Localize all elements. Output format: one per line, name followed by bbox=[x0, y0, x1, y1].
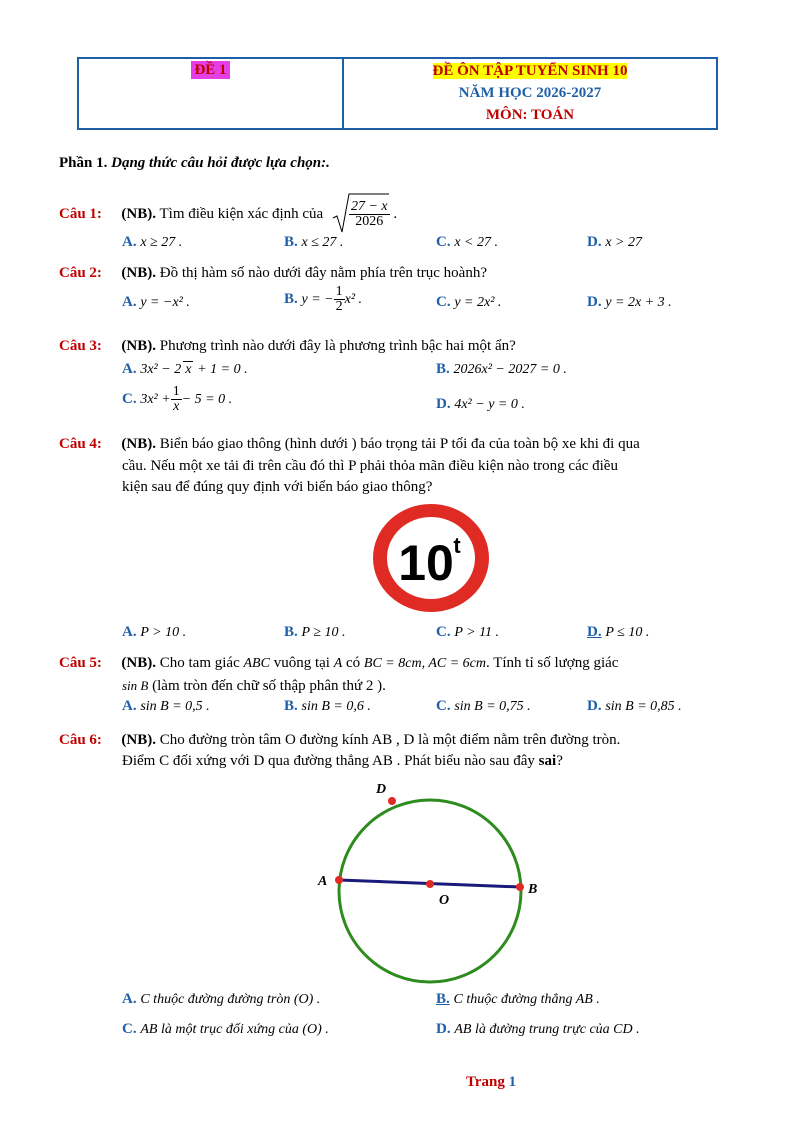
q6-option-a: A. C thuộc đường đường tròn (O) . bbox=[122, 991, 321, 1007]
option-text: sin B = 0,6 . bbox=[301, 699, 371, 714]
q4-option-a: A. P > 10 . bbox=[122, 624, 187, 640]
option-text: x > 27 bbox=[605, 235, 643, 250]
fraction-numerator: 27 − x bbox=[350, 199, 388, 214]
question-4 bbox=[59, 436, 640, 453]
q4-option-d bbox=[587, 624, 649, 641]
fraction-denominator: 2026 bbox=[355, 214, 384, 229]
part-text: Dạng thức câu hỏi được lựa chọn:. bbox=[111, 155, 330, 171]
option-text: sin B = 0,75 . bbox=[454, 699, 531, 714]
question-number: Câu 1: bbox=[59, 205, 102, 222]
option-text: y = −x² . bbox=[140, 295, 190, 310]
option-text: x < 27 . bbox=[454, 235, 499, 250]
q2-option-c: C. y = 2x² . bbox=[436, 294, 502, 310]
level-tag: (NB). bbox=[121, 655, 156, 671]
point-A bbox=[335, 876, 343, 884]
q2-option-a: A. y = −x² . bbox=[122, 294, 190, 310]
footer-label: Trang bbox=[466, 1074, 505, 1090]
level-tag: (NB). bbox=[121, 732, 156, 748]
page-number: 1 bbox=[508, 1074, 517, 1090]
label-A: A bbox=[318, 874, 328, 889]
q6-line2: Điểm C đối xứng với D qua đường thẳng AB . Phát biểu nào sau đây sai? bbox=[122, 753, 563, 769]
option-text: y = 2x² . bbox=[454, 295, 502, 310]
option-text: P > 10 . bbox=[140, 625, 187, 640]
q1-option-c: C. x < 27 . bbox=[436, 234, 499, 250]
q5-line2: sin B (làm tròn đến chữ số thập phân thứ 2 ). bbox=[122, 678, 386, 694]
exam-tag: ĐỀ 1 bbox=[191, 61, 229, 79]
option-text: P ≤ 10 . bbox=[605, 625, 650, 640]
traffic-sign-image bbox=[372, 503, 490, 613]
page-footer bbox=[466, 1074, 516, 1091]
question-number: Câu 5: bbox=[59, 655, 102, 671]
option-text: sin B = 0,85 . bbox=[605, 699, 682, 714]
point-O bbox=[426, 880, 434, 888]
q5-option-b: B. sin B = 0,6 . bbox=[284, 698, 371, 714]
question-5: Câu 5: (NB). Cho tam giác ABC vuông tại A có BC = 8cm, AC = 6cm. Tính tỉ số lượng giác bbox=[59, 655, 619, 671]
option-text: y = 2x + 3 . bbox=[605, 295, 672, 310]
q6-option-d: D. AB là đường trung trực của CD . bbox=[436, 1021, 640, 1037]
part-heading bbox=[59, 155, 330, 172]
option-text: 2026x² − 2027 = 0 . bbox=[453, 362, 567, 377]
sign-load-value: 10 bbox=[398, 535, 454, 591]
q3-option-b: B. 2026x² − 2027 = 0 . bbox=[436, 361, 567, 377]
q4-line2: cầu. Nếu một xe tải đi trên cầu đó thì P phải thỏa mãn điều kiện nào trong các điều bbox=[122, 458, 618, 474]
circle-diagram bbox=[310, 778, 550, 988]
question-2 bbox=[59, 265, 487, 282]
level-tag: (NB). bbox=[121, 436, 156, 452]
sign-unit: t bbox=[453, 533, 461, 558]
correct-answer-label: D. bbox=[587, 624, 602, 640]
q1-option-d: D. x > 27 bbox=[587, 234, 643, 250]
question-number: Câu 3: bbox=[59, 338, 102, 354]
q5-option-c: C. sin B = 0,75 . bbox=[436, 698, 531, 714]
option-text: AB là một trục đối xứng của (O) . bbox=[140, 1022, 329, 1037]
question-text: Đồ thị hàm số nào dưới đây nằm phía trên trục hoành? bbox=[159, 265, 487, 281]
option-text: x ≤ 27 . bbox=[301, 235, 344, 250]
question-text: Tìm điều kiện xác định của bbox=[159, 205, 324, 222]
option-text: C thuộc đường thẳng AB . bbox=[453, 992, 600, 1007]
label-O: O bbox=[439, 893, 450, 908]
radicand: x bbox=[185, 362, 192, 377]
header-subject: MÔN: TOÁN bbox=[485, 107, 575, 123]
header-year: NĂM HỌC 2026-2027 bbox=[458, 85, 602, 101]
question-text-line1: Cho đường tròn tâm O đường kính AB , D là một điểm nằm trên đường tròn. bbox=[159, 732, 621, 748]
keyword-false: sai bbox=[538, 753, 557, 769]
q4-option-b: B. P ≥ 10 . bbox=[284, 624, 346, 640]
q1-option-a: A. x ≥ 27 . bbox=[122, 234, 183, 250]
option-text: sin B = 0,5 . bbox=[140, 699, 210, 714]
header-left bbox=[79, 59, 344, 128]
q2-option-b: B. y = − $\frac{1}{2}$ x² . bbox=[284, 284, 363, 314]
q2-option-d: D. y = 2x + 3 . bbox=[587, 294, 672, 310]
header-box bbox=[77, 57, 718, 130]
circle-O bbox=[339, 800, 521, 982]
q4-option-c: C. P > 11 . bbox=[436, 624, 500, 640]
question-3 bbox=[59, 338, 516, 355]
q1-option-b: B. x ≤ 27 . bbox=[284, 234, 344, 250]
point-D bbox=[388, 797, 396, 805]
question-1: Câu 1: (NB). Tìm điều kiện xác định của $\frac{27 - x}{2026}$ . bbox=[59, 200, 397, 229]
point-B bbox=[516, 883, 524, 891]
label-D: D bbox=[376, 782, 387, 797]
question-text-line1: Biển báo giao thông (hình dưới ) báo trọng tải P tối đa của toàn bộ xe khi đi qua bbox=[159, 436, 640, 452]
option-text: 4x² − y = 0 . bbox=[454, 397, 525, 412]
q3-option-c: C. 3x² + $\frac{1}{x}$ − 5 = 0 . bbox=[122, 384, 233, 414]
question-number: Câu 6: bbox=[59, 732, 102, 748]
q5-option-d: D. sin B = 0,85 . bbox=[587, 698, 682, 714]
option-text: P ≥ 10 . bbox=[301, 625, 346, 640]
option-text: P > 11 . bbox=[454, 625, 500, 640]
option-text: AB là đường trung trực của CD . bbox=[454, 1022, 640, 1037]
q3-option-d: D. 4x² − y = 0 . bbox=[436, 396, 525, 412]
correct-answer-label: B. bbox=[436, 991, 450, 1007]
radical-sign bbox=[331, 192, 391, 236]
level-tag: (NB). bbox=[121, 265, 156, 281]
question-number: Câu 2: bbox=[59, 265, 102, 281]
label-B: B bbox=[528, 882, 538, 897]
q3-option-a: A. 3x² − 2 x + 1 = 0 . bbox=[122, 361, 248, 377]
sqrt-expression bbox=[331, 200, 390, 229]
option-text: x ≥ 27 . bbox=[140, 235, 183, 250]
q5-option-a: A. sin B = 0,5 . bbox=[122, 698, 210, 714]
header-title: ĐỀ ÔN TẬP TUYỂN SINH 10 bbox=[432, 63, 628, 79]
level-tag: (NB). bbox=[121, 205, 156, 222]
question-text: Phương trình nào dưới đây là phương trình bậc hai một ẩn? bbox=[159, 338, 516, 354]
q4-line3: kiện sau để đúng quy định với biển báo giao thông? bbox=[122, 479, 433, 495]
question-number: Câu 4: bbox=[59, 436, 102, 452]
header-right bbox=[344, 59, 716, 128]
option-text: C thuộc đường đường tròn (O) . bbox=[140, 992, 321, 1007]
level-tag: (NB). bbox=[121, 338, 156, 354]
question-6 bbox=[59, 732, 620, 749]
part-label: Phần 1. bbox=[59, 155, 108, 171]
q6-option-b bbox=[436, 991, 600, 1008]
q6-option-c: C. AB là một trục đối xứng của (O) . bbox=[122, 1021, 329, 1037]
